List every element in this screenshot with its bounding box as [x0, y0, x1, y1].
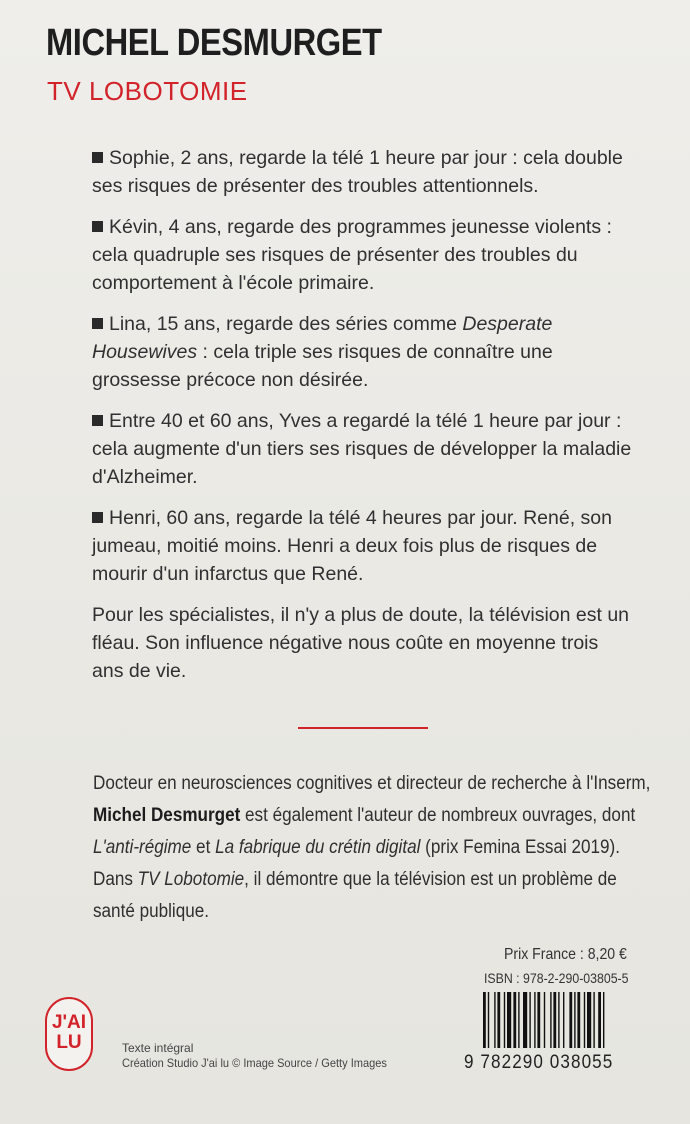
blurb-text: Sophie, 2 ans, regarde la télé 1 heure par jour : cela double ses risques de présenter des troubles attentionnels. — [92, 147, 623, 197]
jai-lu-logo — [45, 997, 93, 1071]
bio-text: est également l'auteur de nombreux ouvrages, dont — [240, 805, 636, 826]
blurb-lina — [92, 310, 632, 394]
blurb-list — [92, 144, 632, 698]
logo-text: LU — [56, 1032, 82, 1053]
blurb-yves — [92, 407, 632, 491]
isbn-label: ISBN : 978-2-290-03805-5 — [484, 970, 629, 986]
square-bullet-icon — [92, 512, 103, 523]
credit-text: Texte intégral — [122, 1041, 194, 1055]
logo-text: J'AI — [51, 1012, 87, 1033]
blurb-text: Henri, 60 ans, regarde la télé 4 heures par jour. René, son jumeau, moitié moins. Henri a deux fois plus de risques de mourir d'un infarctus que René. — [92, 507, 612, 585]
barcode-icon — [483, 992, 643, 1048]
bio-author-name: Michel Desmurget — [93, 805, 241, 826]
blurb-text: Lina, 15 ans, regarde des séries comme — [109, 313, 463, 335]
red-divider — [298, 727, 428, 729]
author-name: MICHEL DESMURGET — [46, 22, 382, 64]
square-bullet-icon — [92, 221, 103, 232]
bio-text: , il démontre que la télévision est un problème de santé publique. — [93, 869, 617, 922]
author-bio — [93, 768, 653, 928]
series-title: Desperate Housewives — [92, 313, 553, 363]
blurb-kevin — [92, 213, 632, 297]
blurb-text: Pour les spécialistes, il n'y a plus de doute, la télévision est un fléau. Son influence négative nous coûte en moyenne trois ans de vie. — [92, 604, 630, 682]
square-bullet-icon — [92, 152, 103, 163]
bio-book-title: L'anti-régime — [93, 837, 192, 858]
blurb-text: Entre 40 et 60 ans, Yves a regardé la télé 1 heure par jour : cela augmente d'un tiers ses risques de développer la maladie d'Alzheimer. — [92, 410, 632, 488]
blurb-henri — [92, 504, 632, 588]
blurb-sophie — [92, 144, 632, 200]
bio-book-title: TV Lobotomie — [137, 869, 245, 890]
bio-text: et — [191, 837, 216, 858]
bio-book-title: La fabrique du crétin digital — [215, 837, 421, 858]
credit-text: Création Studio J'ai lu © Image Source / Getty Images — [122, 1056, 387, 1070]
barcode-digits: 9 782290 038055 — [464, 1052, 614, 1073]
bio-text: Dans — [93, 869, 138, 890]
bio-text: Docteur en neurosciences cognitives et directeur de recherche à l'Inserm, — [93, 773, 651, 794]
blurb-text: : cela triple ses risques de connaître une grossesse précoce non désirée. — [92, 341, 553, 391]
blurb-text: Kévin, 4 ans, regarde des programmes jeunesse violents : cela quadruple ses risques de présenter des troubles du comportement à l'école primaire. — [92, 216, 612, 294]
price-label: Prix France : 8,20 € — [504, 946, 627, 963]
book-title: TV LOBOTOMIE — [47, 76, 248, 106]
blurb-conclusion — [92, 601, 632, 685]
square-bullet-icon — [92, 318, 103, 329]
square-bullet-icon — [92, 415, 103, 426]
bio-text: (prix Femina Essai 2019). — [420, 837, 620, 858]
